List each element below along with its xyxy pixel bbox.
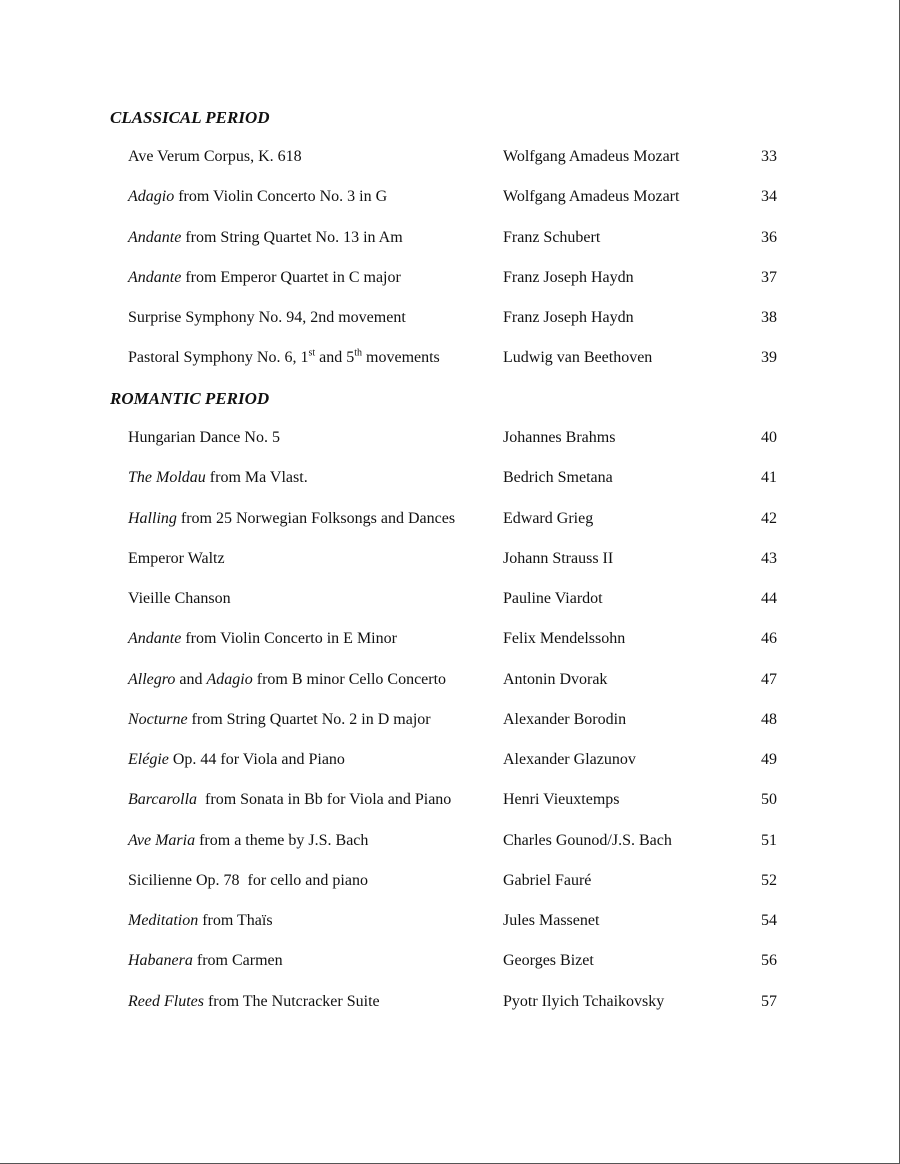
composer-name: Wolfgang Amadeus Mozart (503, 148, 680, 165)
piece-title: Vieille Chanson (128, 590, 231, 607)
composer-name: Antonin Dvorak (503, 670, 608, 688)
composer-name: Felix Mendelssohn (503, 630, 626, 648)
composer-name: Wolfgang Amadeus Mozart (503, 188, 680, 206)
toc-entry (0, 711, 900, 739)
page-number: 54 (761, 912, 777, 929)
toc-entry (0, 832, 900, 860)
piece-title: Pastoral Symphony No. 6, 1st and 5th movements (128, 347, 440, 367)
composer-name: Pyotr Ilyich Tchaikovsky (503, 992, 665, 1010)
piece-title: Andante from String Quartet No. 13 in Am (128, 228, 403, 246)
page-number: 44 (761, 590, 777, 607)
piece-title: Hungarian Dance No. 5 (128, 429, 280, 446)
page-number: 41 (761, 469, 777, 487)
composer-name: Franz Schubert (503, 228, 601, 246)
toc-entry (0, 671, 900, 699)
toc-entry (0, 148, 900, 176)
piece-title: Nocturne from String Quartet No. 2 in D major (128, 710, 431, 728)
toc-entry (0, 751, 900, 779)
toc-entry (0, 510, 900, 538)
piece-title: The Moldau from Ma Vlast. (128, 469, 308, 487)
composer-name: Bedrich Smetana (503, 469, 613, 487)
page-number: 34 (761, 188, 777, 206)
composer-name: Franz Joseph Haydn (503, 268, 634, 286)
piece-title: Reed Flutes from The Nutcracker Suite (128, 992, 380, 1010)
page-number: 50 (761, 791, 777, 809)
piece-title: Habanera from Carmen (128, 952, 283, 970)
composer-name: Charles Gounod/J.S. Bach (503, 831, 672, 849)
toc-entry (0, 550, 900, 578)
page-number: 37 (761, 268, 777, 286)
piece-title: Meditation from Thaïs (128, 912, 273, 929)
toc-entry (0, 630, 900, 658)
page-number: 33 (761, 148, 777, 165)
page-number: 36 (761, 228, 777, 246)
toc-entry (0, 229, 900, 257)
toc-entry (0, 912, 900, 940)
composer-name: Henri Vieuxtemps (503, 791, 620, 809)
piece-title: Sicilienne Op. 78 for cello and piano (128, 871, 368, 889)
piece-title: Surprise Symphony No. 94, 2nd movement (128, 309, 406, 326)
composer-name: Jules Massenet (503, 912, 600, 929)
page-number: 43 (761, 549, 777, 567)
page-number: 49 (761, 751, 777, 768)
toc-entry (0, 590, 900, 618)
piece-title: Elégie Op. 44 for Viola and Piano (128, 751, 345, 768)
page-number: 40 (761, 429, 777, 446)
piece-title: Emperor Waltz (128, 549, 225, 567)
toc-entry (0, 188, 900, 216)
composer-name: Edward Grieg (503, 509, 594, 527)
page-number: 48 (761, 710, 777, 728)
composer-name: Johannes Brahms (503, 429, 616, 446)
piece-title: Halling from 25 Norwegian Folksongs and Dances (128, 509, 456, 527)
toc-entry (0, 993, 900, 1021)
composer-name: Ludwig van Beethoven (503, 349, 653, 367)
section-title: ROMANTIC PERIOD (110, 389, 270, 408)
toc-entry (0, 269, 900, 297)
page-number: 42 (761, 509, 777, 527)
page-number: 57 (761, 992, 777, 1010)
toc-entry (0, 309, 900, 337)
page-number: 51 (761, 831, 777, 849)
composer-name: Alexander Borodin (503, 710, 627, 728)
piece-title: Barcarolla from Sonata in Bb for Viola and Piano (128, 791, 452, 809)
page-number: 39 (761, 349, 777, 367)
page-number: 52 (761, 871, 777, 889)
page-number: 56 (761, 952, 777, 970)
piece-title: Ave Maria from a theme by J.S. Bach (128, 831, 369, 849)
composer-name: Pauline Viardot (503, 590, 603, 607)
toc-entry (0, 469, 900, 497)
toc-entry (0, 429, 900, 457)
toc-entry (0, 791, 900, 819)
section-title: CLASSICAL PERIOD (110, 108, 270, 127)
composer-name: Alexander Glazunov (503, 751, 636, 768)
piece-title: Adagio from Violin Concerto No. 3 in G (128, 188, 388, 206)
piece-title: Allegro and Adagio from B minor Cello Concerto (128, 670, 447, 688)
page-number: 46 (761, 630, 777, 648)
composer-name: Franz Joseph Haydn (503, 309, 634, 326)
composer-name: Georges Bizet (503, 952, 594, 970)
piece-title: Ave Verum Corpus, K. 618 (128, 148, 302, 165)
toc-entry (0, 872, 900, 900)
piece-title: Andante from Violin Concerto in E Minor (128, 630, 397, 648)
page-number: 47 (761, 670, 777, 688)
toc-entry (0, 349, 900, 377)
piece-title: Andante from Emperor Quartet in C major (128, 268, 401, 286)
composer-name: Johann Strauss II (503, 549, 614, 567)
page-number: 38 (761, 309, 777, 326)
toc-entry (0, 952, 900, 980)
composer-name: Gabriel Fauré (503, 871, 592, 889)
